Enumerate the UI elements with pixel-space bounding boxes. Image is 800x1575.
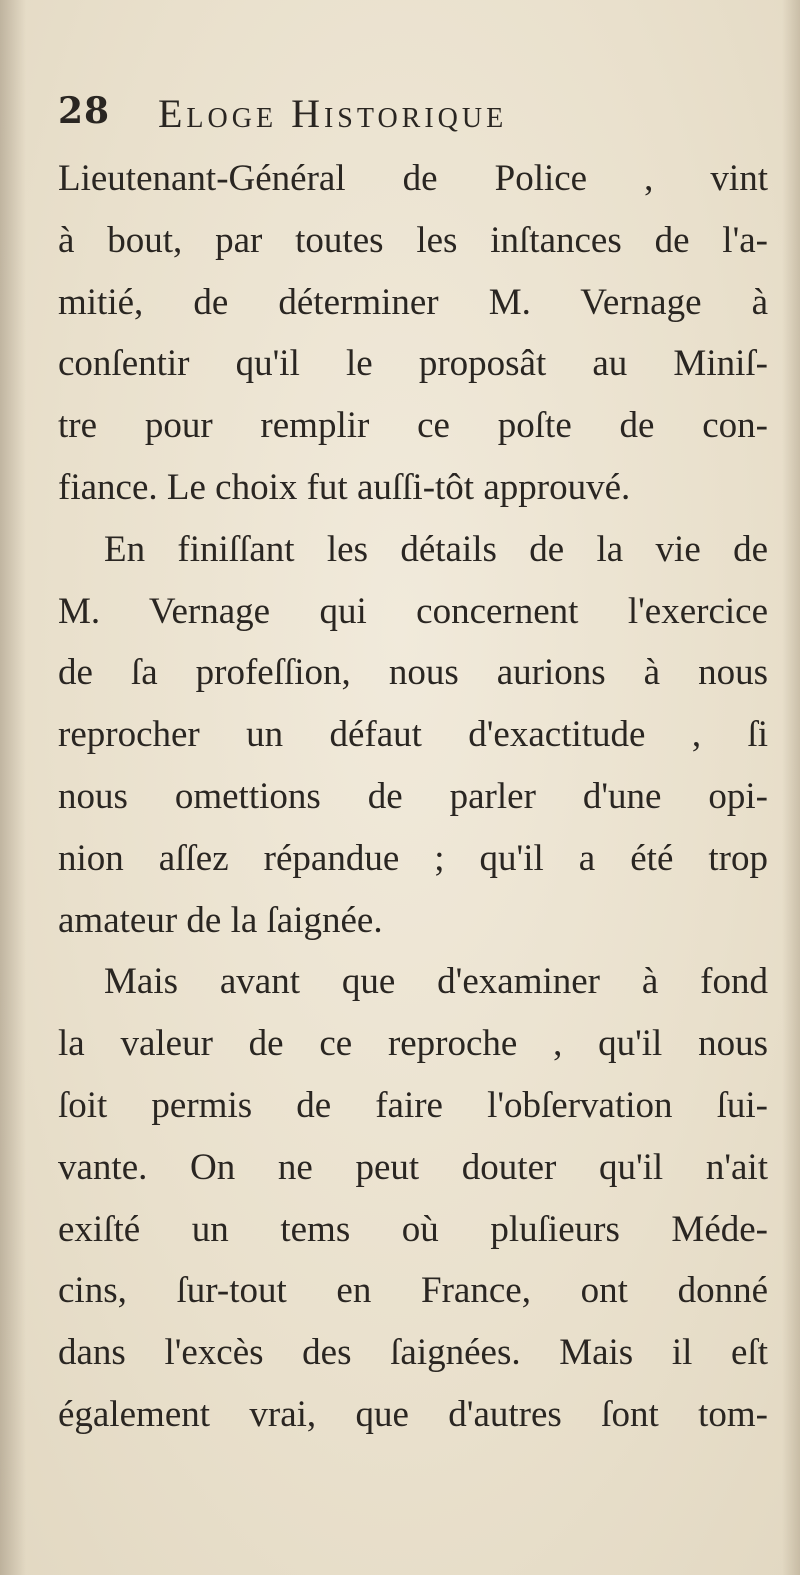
text-line: tre pour remplir ce poſte de con- <box>58 405 768 447</box>
text-line: reprocher un défaut d'exactitude , ſi <box>58 714 768 756</box>
text-line: conſentir qu'il le proposât au Miniſ- <box>58 343 768 385</box>
page-edge <box>782 0 800 1575</box>
text-line: mitié, de déterminer M. Vernage à <box>58 281 768 323</box>
text-line: Lieutenant-Général de Police , vint <box>58 158 768 199</box>
paragraph-start-line: Mais avant que d'examiner à fond <box>104 961 768 1003</box>
text-line: vante. On ne peut douter qu'il n'ait <box>58 1146 768 1188</box>
body-text <box>58 148 768 1446</box>
page-number: 28 <box>58 90 111 132</box>
text-line: exiſté un tems où pluſieurs Méde- <box>58 1208 768 1250</box>
text-line: nous omettions de parler d'une opi- <box>58 775 768 817</box>
text-line: amateur de la ſaignée. <box>58 899 383 941</box>
spine-shadow <box>0 0 26 1575</box>
text-line: à bout, par toutes les inſtances de l'a- <box>58 219 768 261</box>
text-line: fiance. Le choix fut auſſi-tôt approuvé. <box>58 466 631 508</box>
running-title: Eloge Historique <box>158 91 508 136</box>
paragraph-start-line: En finiſſant les détails de la vie de <box>104 528 768 570</box>
text-line: ſoit permis de faire l'obſervation ſui- <box>58 1084 768 1126</box>
text-line: dans l'excès des ſaignées. Mais il eſt <box>58 1332 768 1374</box>
text-line: de ſa profeſſion, nous aurions à nous <box>58 652 768 694</box>
text-line: nion aſſez répandue ; qu'il a été trop <box>58 837 768 879</box>
text-line: également vrai, que d'autres ſont tom- <box>58 1393 768 1435</box>
page-header <box>58 90 758 150</box>
text-line: la valeur de ce reproche , qu'il nous <box>58 1023 768 1065</box>
text-line: cins, ſur-tout en France, ont donné <box>58 1270 768 1312</box>
text-line: M. Vernage qui concernent l'exercice <box>58 590 768 632</box>
